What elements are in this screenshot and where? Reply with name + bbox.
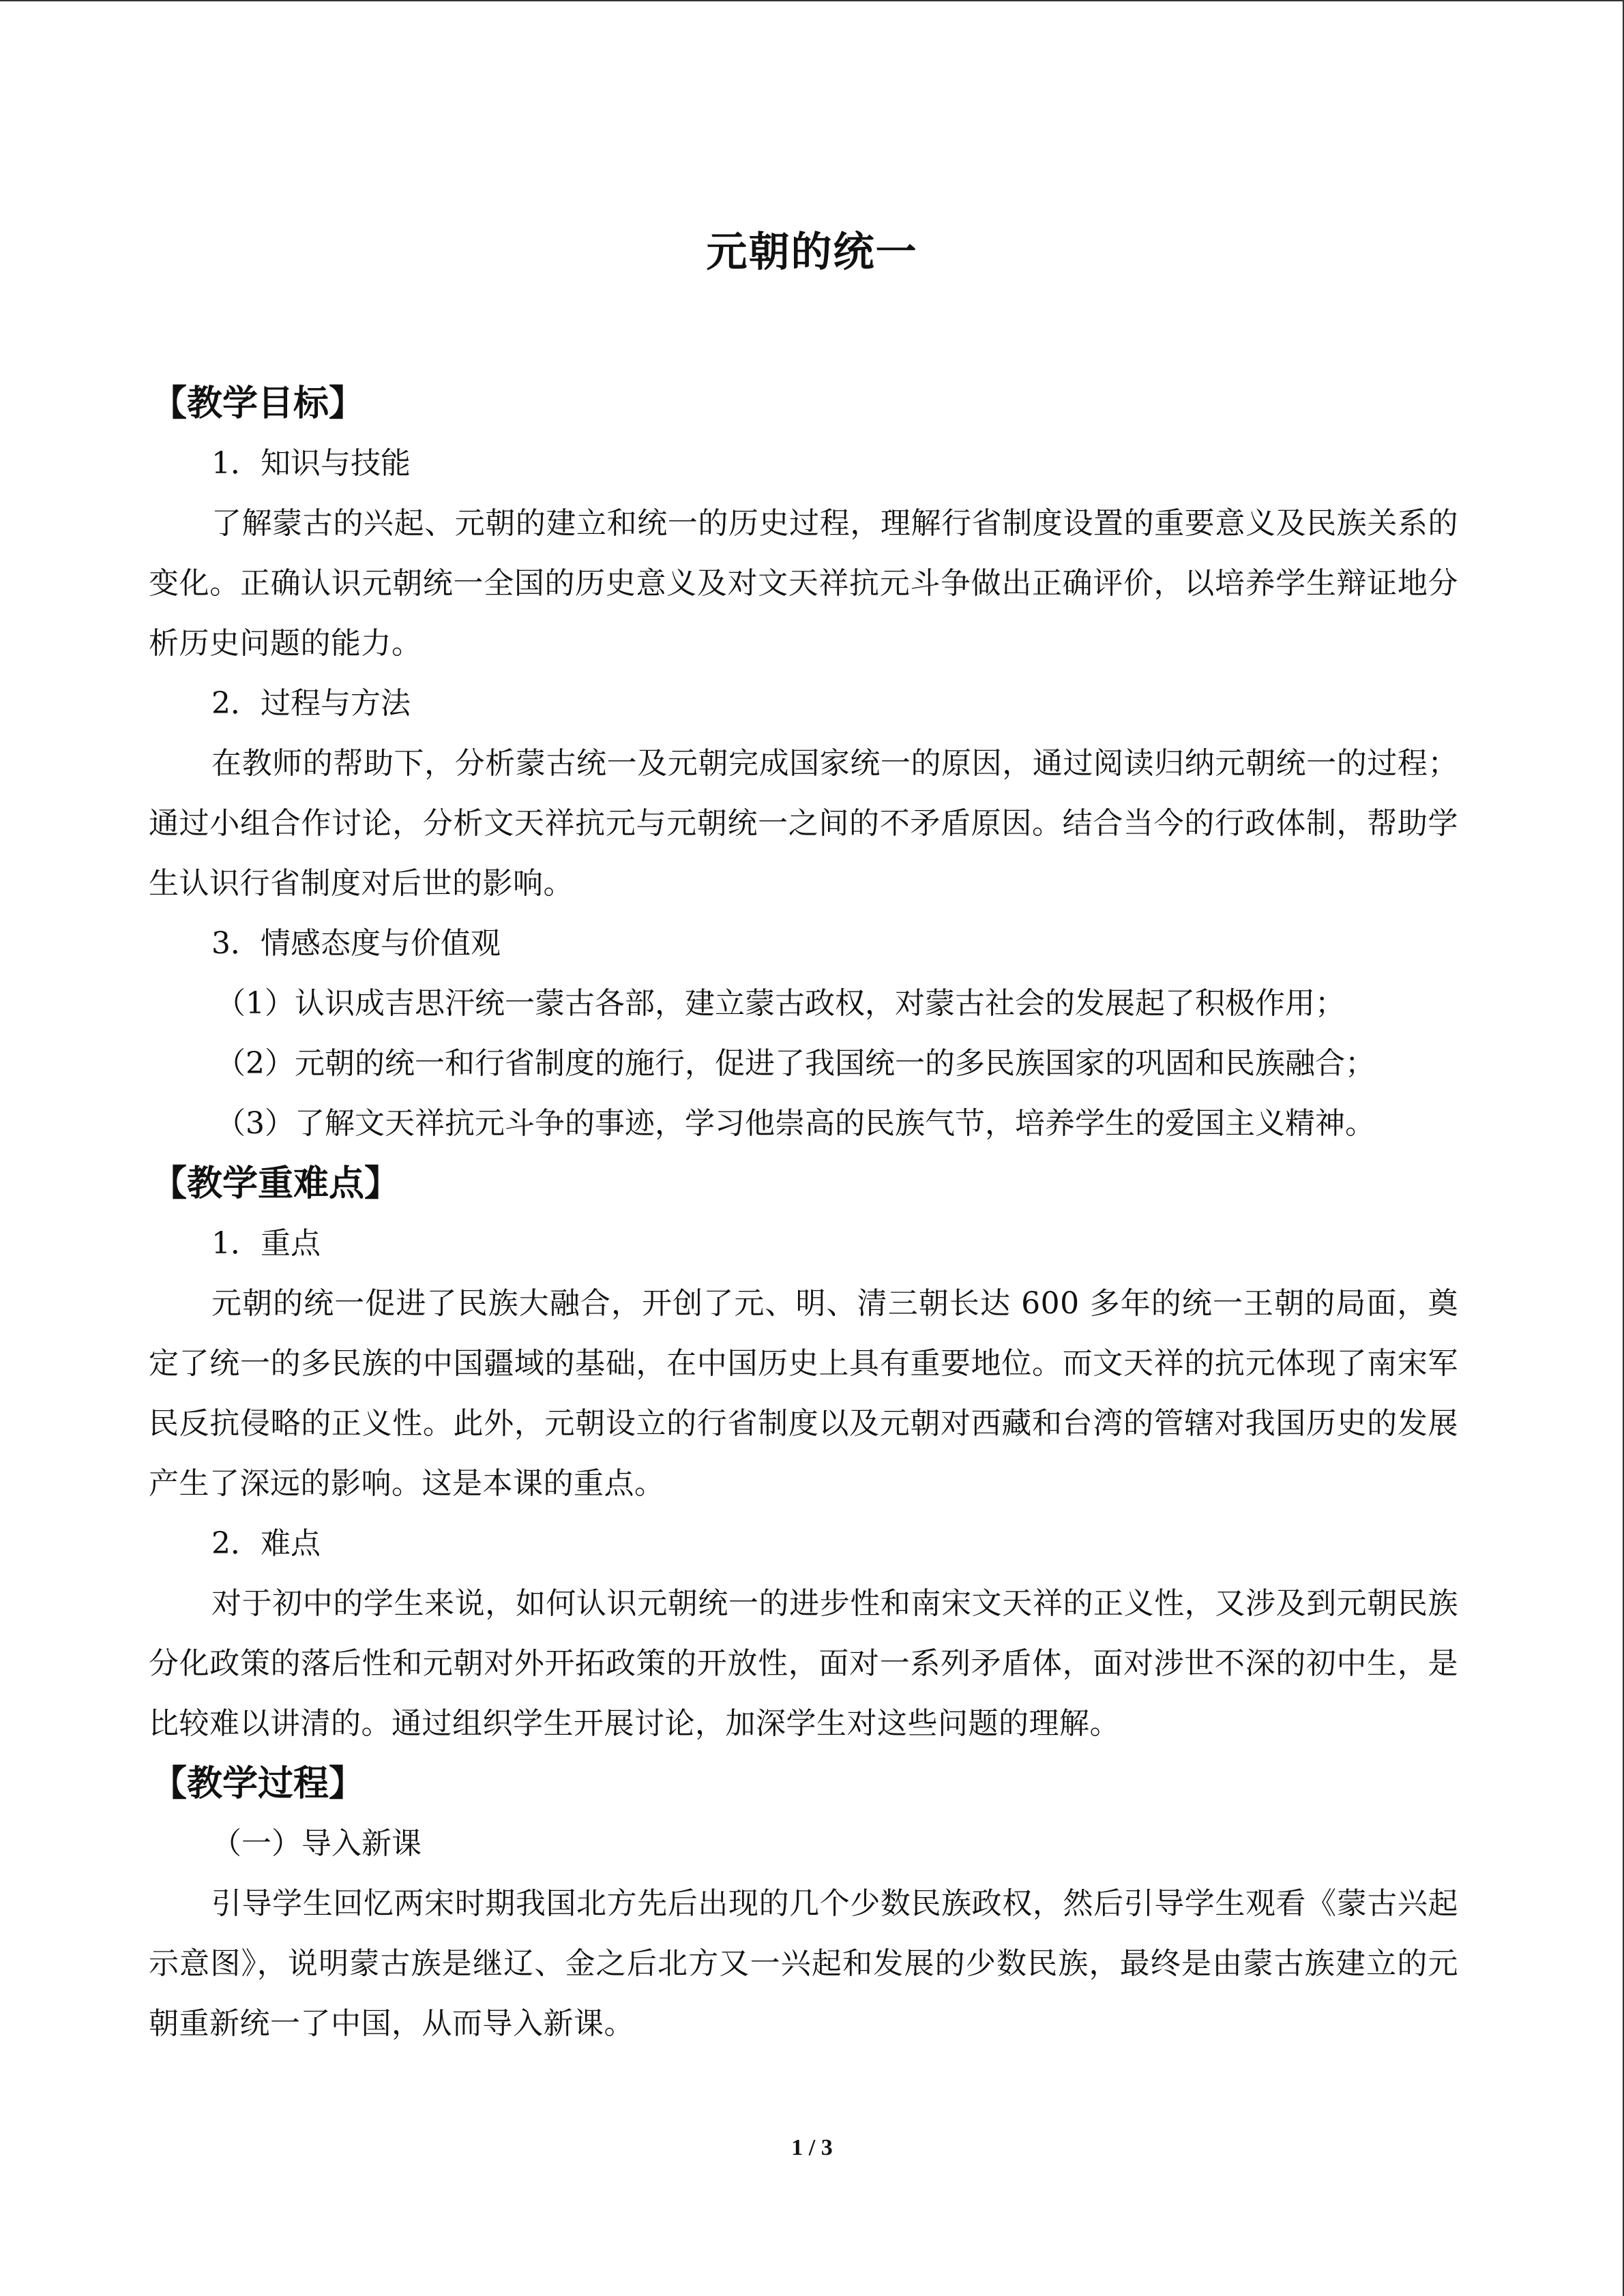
subheading: 3．情感态度与价值观 xyxy=(211,926,501,961)
paragraph: 在教师的帮助下，分析蒙古统一及元朝完成国家统一的原因，通过阅读归纳元朝统一的过程；通过小组合作讨论，分析文天祥抗元与元朝统一之间的不矛盾原因。结合当今的行政体制，帮助学生认识行省制度对后世的影响。 xyxy=(149,746,1458,901)
page-number: 1 / 3 xyxy=(791,2135,833,2160)
page-title: 元朝的统一 xyxy=(706,228,918,276)
document-body xyxy=(149,374,1458,2054)
subheading: 2．过程与方法 xyxy=(211,686,411,721)
section-process xyxy=(149,1754,1458,2054)
list-item: （3）了解文天祥抗元斗争的事迹，学习他崇高的民族气节，培养学生的爱国主义精神。 xyxy=(216,1106,1375,1141)
paragraph: 引导学生回忆两宋时期我国北方先后出现的几个少数民族政权，然后引导学生观看《蒙古兴起示意图》，说明蒙古族是继辽、金之后北方又一兴起和发展的少数民族，最终是由蒙古族建立的元朝重新统一了中国，从而导入新课。 xyxy=(149,1886,1458,2041)
list-item: （2）元朝的统一和行省制度的施行，促进了我国统一的多民族国家的巩固和民族融合； xyxy=(216,1046,1375,1081)
subheading: （一）导入新课 xyxy=(211,1826,422,1861)
section-key-points xyxy=(149,1154,1458,1754)
paragraph: 对于初中的学生来说，如何认识元朝统一的进步性和南宋文天祥的正义性，又涉及到元朝民族分化政策的落后性和元朝对外开拓政策的开放性，面对一系列矛盾体，面对涉世不深的初中生，是比较难以讲清的。通过组织学生开展讨论，加深学生对这些问题的理解。 xyxy=(149,1586,1458,1741)
subheading: 1．重点 xyxy=(211,1226,321,1261)
section-heading: 【教学重难点】 xyxy=(151,1163,400,1204)
subheading: 2．难点 xyxy=(211,1526,321,1561)
subheading: 1．知识与技能 xyxy=(211,446,411,481)
section-heading: 【教学过程】 xyxy=(151,1763,365,1804)
paragraph: 元朝的统一促进了民族大融合，开创了元、明、清三朝长达 600 多年的统一王朝的局面，奠定了统一的多民族的中国疆域的基础，在中国历史上具有重要地位。而文天祥的抗元体现了南宋军民反抗侵略的正义性。此外，元朝设立的行省制度以及元朝对西藏和台湾的管辖对我国历史的发展产生了深远的影响。这是本课的重点。 xyxy=(149,1286,1458,1501)
section-heading: 【教学目标】 xyxy=(151,383,365,424)
paragraph: 了解蒙古的兴起、元朝的建立和统一的历史过程，理解行省制度设置的重要意义及民族关系的变化。正确认识元朝统一全国的历史意义及对文天祥抗元斗争做出正确评价，以培养学生辩证地分析历史问题的能力。 xyxy=(149,506,1458,661)
list-item: （1）认识成吉思汗统一蒙古各部，建立蒙古政权，对蒙古社会的发展起了积极作用； xyxy=(216,986,1345,1021)
section-objectives xyxy=(149,374,1458,1154)
